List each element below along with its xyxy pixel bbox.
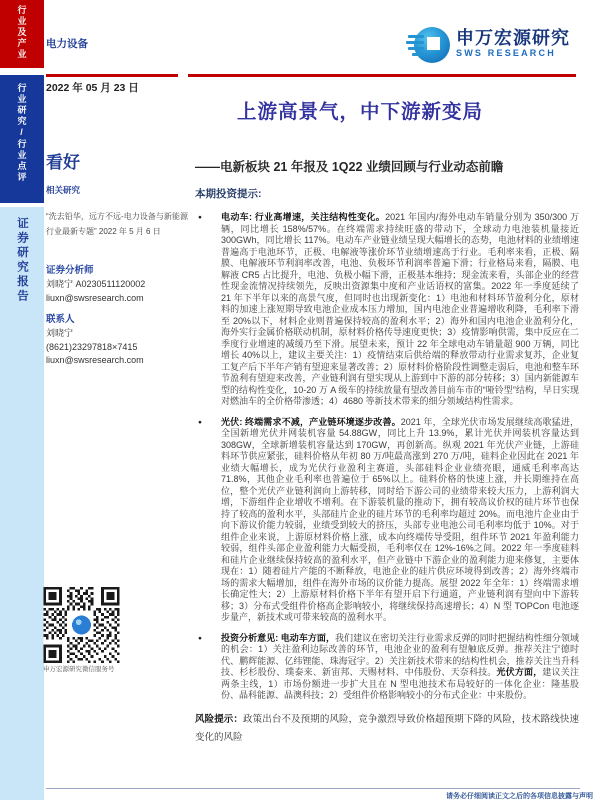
bullet-opinion-lead: 投资分析意见: 电动车方面， — [221, 632, 335, 643]
red-divider-right — [188, 74, 576, 77]
rail-report-type-tag — [0, 75, 44, 203]
related-research-header: 相关研究 — [46, 185, 81, 195]
bullet-pv-lead: 光伏: 终端需求不减，产业链环境逐步改善。 — [221, 416, 401, 427]
footer-disclaimer: 请务必仔细阅读正文之后的各项信息披露与声明 — [446, 793, 593, 800]
bullet-ev-text: 2021 年国内/海外电动车销量分别为 350/300 万辆，同比增长 158%/57%。在终端需求持续旺盛的带动下，全球动力电池装机量接近 300GWh，同比增长 117%。电动车产业链业绩呈现大幅增长的态势，电池材料的业绩增速普遍高于电池环节，正极、电解液等涨价环节业绩增速高于行业。毛利率来看，正极、隔膜、电解液环节利润率改善，电池、负极环节利润率普遍下滑；行业格局来看，隔膜、电解液 CR5 占比提升，电池、负极小幅下滑，正极基本维持；现金流来看，头部企业的经营性现金流情况持续领先，反映出资源集中度和产业话语权的富集。2022 年一季度延续了 21 年下半年以来的高景气度，但同时也出现新变化：1）电池和材料环节盈利分化，原材料的加速上涨短期导致电池企业成本压力增加，国内电池企业普遍增收利降，毛利率下滑至 20%以下，材料企业则普遍保持较高的盈利水平；2）海外和国内电池企业盈利分化，海外实行金属价格联动机制，原材料价格传导速度更快；3）疫情影响供需，集中反应在二季度行业增速的减缓乃至下滑。展望未来，预计 22 年全球电动车销量超 900 万辆，同比增长 40%以上，建议主要关注：1）疫情结束后供给端的释放带动行业需求复苏，企业复工复产后下半年产销有望迎来显著改善；2）原材料价格阶段性调整走弱后，电池和整车环节盈利有望迎来改善，产业链利润有望实现从上游到中下游的部分转移；3）国内新能源车型的结构性变化，10-20 万 A 级车的持续放量有望改善目前车市的“哑铃型”结构，早日实现对燃油车的全价格带渗透；4）4680 等新技术带来的细分领域结构性需求。 — [221, 212, 579, 406]
tips-header: 本期投资提示: — [195, 188, 262, 200]
rail-industry-label: 行业及产业 — [16, 5, 27, 60]
bullet-opinion — [195, 633, 579, 702]
bullet-opinion-text: 我们建议在密切关注行业需求反弹的同时把握结构性细分领域的机会：1）关注盈利边际改善的环节，电池企业的盈利有望触底反弹。推荐关注宁德时代、鹏辉能源、亿纬锂能、珠海冠宇。2）关注新技术带来的结构性机会，推荐关注当升科技、杉杉股份、璞泰来、新宙邦、天赐材料、中伟股份、天奈科技。 — [221, 632, 579, 677]
sws-logo — [410, 26, 580, 66]
rail-industry-tag — [0, 0, 44, 68]
risk-text: 政策出台不及预期的风险，竞争激烈导致价格超预期下降的风险，技术路线快速变化的风险 — [195, 713, 579, 743]
red-divider-left — [46, 74, 178, 77]
qr-caption: 申万宏源研究微信服务号 — [43, 666, 115, 673]
rating-badge: 看好 — [46, 153, 80, 172]
bullet-pv-text: 2021 年，全球光伏市场发展继续高歌猛进，全国新增光伏并网装机容量 54.88GW，同比上升 13.9%，累计光伏并网装机容量达到 308GW，全球新增装机容量达到 170GW，再创新高。纵观 2021 年光伏产业链，上游硅料环节供应紧张，硅料价格从年初 80 万/吨最高涨到 270 万/吨，硅料企业因此在 2021 年业绩大幅增长，成为光伏行业盈利主赛道，头部硅料企业业绩亮眼，通威毛利率高达 71.8%，其他企业毛利率也普遍位于 65%以上。硅料价格的快速上涨，并长期维持在高位，整个光伏产业链利润向上游转移，同时给下游公司的业绩带来较大压力，上游利润大增，下游组件企业增收不增利。在下游装机量的推动下，拥有较高议价权的硅片环节也保持了较高的盈利水平，头部硅片企业的硅片环节的毛利率均超过 20%。而电池片企业由于向下游议价能力较弱，业绩受到较大的挤压，头部专业电池公司毛利率均低于 10%。对于组件企业来说，上游原材料价格上涨，成本向终端传导受阻，组件环节 2021 年盈利能力较弱，组件头部企业盈利能力大幅受损，毛利率仅在 12%-16%之间。2022 年一季度硅料和硅片企业继续保持较高的盈利水平，但产业链中下游企业的盈利能力迎来修复，主要体现在：1）随着硅片产能的不断释放，电池企业的硅片供应环境得到改善；2）海外终端市场的需求大幅增加，组件在海外市场的议价能力提高。展望 2022 年全年：1）终端需求增长确定性大；2）上游原材料价格下半年有望开启下行通道，产业链利润有望向中下游转移；3）分布式受组件价格高企影响较小，将继续保持高速增长；4）N 型 TOPCon 电池逐步量产，新技术或可带来较高的盈利水平。 — [221, 416, 579, 622]
logo-square — [427, 37, 440, 50]
qr-code-image — [42, 587, 121, 663]
bullet-opinion-text2: 建议关注两条主线，1）市场份额进一步扩大且在 N 型电池技术布局较好的一体化企业：隆基股份、晶科能源、晶澳科技；2）受组件价格影响较小的分布式企业：中来股份。 — [221, 667, 579, 700]
rail-research-report-tag — [0, 207, 44, 800]
logo-stripe — [408, 35, 424, 38]
bullet-pv — [195, 417, 579, 624]
rail-report-type-label: 行业研究/行业点评 — [16, 83, 27, 183]
report-date: 2022 年 05 月 23 日 — [46, 82, 139, 94]
brand-name-cn: 申万宏源研究 — [456, 28, 570, 48]
globe-icon — [414, 27, 450, 63]
contact-email: liuxn@swsresearch.com — [46, 355, 144, 365]
related-research-item: “洗去铅华，远方不远-电力设备与新能源行业最新专题” 2022 年 5 月 6 日 — [46, 212, 188, 236]
page-title: 上游高景气，中下游新变局 — [236, 101, 483, 123]
contact-phone: (8621)23297818×7415 — [46, 341, 138, 352]
investment-tips-section — [195, 186, 579, 747]
wechat-qr-code — [42, 587, 121, 663]
bullet-ev-lead: 电动车: 行业高增速，关注结构性变化。 — [221, 212, 386, 222]
rail-research-report-label: 证券研究报告 — [16, 217, 28, 304]
contact-name: 刘晓宁 — [46, 328, 74, 338]
analyst-header: 证券分析师 — [46, 265, 94, 276]
logo-stripe — [406, 41, 424, 44]
risk-label: 风险提示： — [195, 713, 244, 725]
tips-list — [195, 212, 579, 702]
bullet-ev — [195, 212, 579, 408]
bullet-opinion-lead2: 光伏方面， — [496, 667, 543, 677]
analyst-email: liuxn@swsresearch.com — [46, 292, 144, 303]
analyst-block — [46, 262, 196, 369]
logo-stripe — [412, 53, 424, 56]
contact-header: 联系人 — [46, 314, 75, 325]
brand-text — [456, 28, 570, 59]
logo-stripe — [408, 47, 424, 50]
footer-divider — [46, 788, 580, 789]
brand-name-en: SWS RESEARCH — [456, 48, 556, 58]
risk-warning — [195, 711, 579, 747]
page-subtitle: ——电新板块 21 年报及 1Q22 业绩回顾与行业动态前瞻 — [195, 160, 504, 174]
analyst-name: 刘晓宁 A0230511120002 — [46, 279, 146, 289]
industry-name: 电力设备 — [46, 38, 88, 50]
